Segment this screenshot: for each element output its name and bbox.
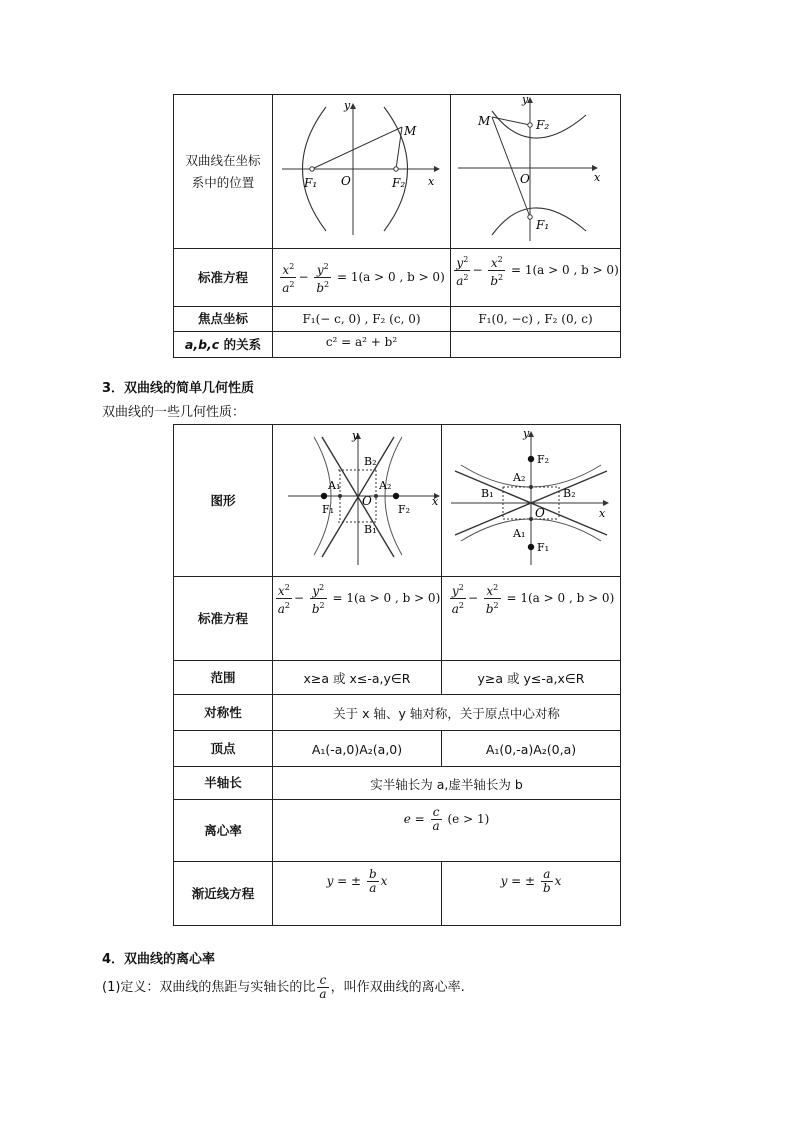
row-label-symmetry: 对称性 xyxy=(174,695,273,731)
hyperbola-definition-table xyxy=(173,94,621,358)
figure-vertical-properties xyxy=(442,425,621,577)
vertex-vertical: A₁(0,-a)A₂(0,a) xyxy=(442,731,621,767)
row-label-vertex: 顶点 xyxy=(174,731,273,767)
horizontal-properties-diagram xyxy=(274,425,441,572)
vertex-b2-label: B₂ xyxy=(363,455,376,468)
section4-heading: 4．双曲线的离心率 xyxy=(102,952,216,967)
vertical-properties-diagram xyxy=(443,425,620,572)
point-m-label: M xyxy=(403,124,416,138)
vertex-a2-label: A₂ xyxy=(512,471,525,484)
asymptote-vertical: y = ± $\frac{a}{b}$ x xyxy=(442,862,621,926)
range-horizontal: x≥a 或 x≤-a,y∈R xyxy=(273,661,442,695)
row-label-relation: a,b,c 的关系 xyxy=(174,332,273,358)
origin-label: O xyxy=(340,174,351,188)
vertex-a2-label: A₂ xyxy=(378,479,391,492)
focus1-label: F₁ xyxy=(535,218,549,232)
row-label-eccentricity: 离心率 xyxy=(174,800,273,862)
x-axis-label: x xyxy=(431,495,438,508)
row-label-equation: 标准方程 xyxy=(174,249,273,307)
focus1-label: F₁ xyxy=(536,541,549,554)
asymptote-horizontal: y = ± $\frac{b}{a}$ x xyxy=(273,862,442,926)
row-label-range: 范围 xyxy=(174,661,273,695)
eccentricity-definition: (1)定义：双曲线的焦距与实轴长的比 $\frac{c}{a}$ ，叫作双曲线的离心率. xyxy=(102,973,465,1001)
vertex-a1-label: A₁ xyxy=(512,527,525,540)
origin-label: O xyxy=(534,506,545,520)
point-m-label: M xyxy=(477,114,490,128)
focus1-label: F₁ xyxy=(321,503,334,516)
section3-intro: 双曲线的一些几何性质： xyxy=(102,405,246,420)
origin-label: O xyxy=(519,172,530,186)
equation-horizontal: $\frac{x^2}{a^2}$ − $\frac{y^2}{b^2}$ = 1(a > 0 , b > 0) xyxy=(273,249,451,307)
abc-relation: c² = a² + b² xyxy=(273,332,451,358)
focus1-label: F₁ xyxy=(303,176,317,190)
figure-horizontal-hyperbola xyxy=(273,95,451,249)
x-axis-label: x xyxy=(427,175,434,188)
origin-label: O xyxy=(361,494,372,508)
row-label-foci: 焦点坐标 xyxy=(174,307,273,332)
vertex-b1-label: B₁ xyxy=(480,487,493,500)
semiaxis-value: 实半轴长为 a,虚半轴长为 b xyxy=(273,767,621,800)
row-label-figure: 图形 xyxy=(174,425,273,577)
vertex-b2-label: B₂ xyxy=(562,487,575,500)
y-axis-label: y xyxy=(351,429,358,442)
vertical-hyperbola-diagram xyxy=(452,95,620,244)
y-axis-label: y xyxy=(343,99,350,112)
focus2-label: F₂ xyxy=(535,118,549,132)
range-vertical: y≥a 或 y≤-a,x∈R xyxy=(442,661,621,695)
hyperbola-properties-table xyxy=(173,424,621,926)
equation-vertical: $\frac{y^2}{a^2}$ − $\frac{x^2}{b^2}$ = 1(a > 0 , b > 0) xyxy=(442,577,621,661)
row-label-semiaxis: 半轴长 xyxy=(174,767,273,800)
eccentricity-value: e = $\frac{c}{a}$ (e > 1) xyxy=(273,800,621,862)
foci-horizontal: F₁(− c, 0) , F₂ (c, 0) xyxy=(273,307,451,332)
vertex-a1-label: A₁ xyxy=(327,479,340,492)
equation-horizontal: $\frac{x^2}{a^2}$ − $\frac{y^2}{b^2}$ = 1(a > 0 , b > 0) xyxy=(273,577,442,661)
symmetry-value: 关于 x 轴、y 轴对称，关于原点中心对称 xyxy=(273,695,621,731)
focus2-label: F₂ xyxy=(391,176,405,190)
focus2-label: F₂ xyxy=(397,503,410,516)
figure-horizontal-properties xyxy=(273,425,442,577)
figure-vertical-hyperbola xyxy=(451,95,621,249)
vertex-horizontal: A₁(-a,0)A₂(a,0) xyxy=(273,731,442,767)
row-label-position: 双曲线在坐标系中的位置 xyxy=(174,95,273,249)
vertex-b1-label: B₁ xyxy=(363,523,376,536)
foci-vertical: F₁(0, −c) , F₂ (0, c) xyxy=(451,307,621,332)
section3-heading: 3．双曲线的简单几何性质 xyxy=(102,381,255,396)
focus2-label: F₂ xyxy=(536,453,549,466)
row-label-equation: 标准方程 xyxy=(174,577,273,661)
x-axis-label: x xyxy=(598,507,605,520)
x-axis-label: x xyxy=(593,171,600,184)
y-axis-label: y xyxy=(521,95,528,106)
y-axis-label: y xyxy=(522,427,529,440)
horizontal-hyperbola-diagram xyxy=(274,95,450,244)
row-label-asymptote: 渐近线方程 xyxy=(174,862,273,926)
equation-vertical: $\frac{y^2}{a^2}$ − $\frac{x^2}{b^2}$ = 1(a > 0 , b > 0) xyxy=(451,249,621,307)
abc-relation-empty xyxy=(451,332,621,358)
